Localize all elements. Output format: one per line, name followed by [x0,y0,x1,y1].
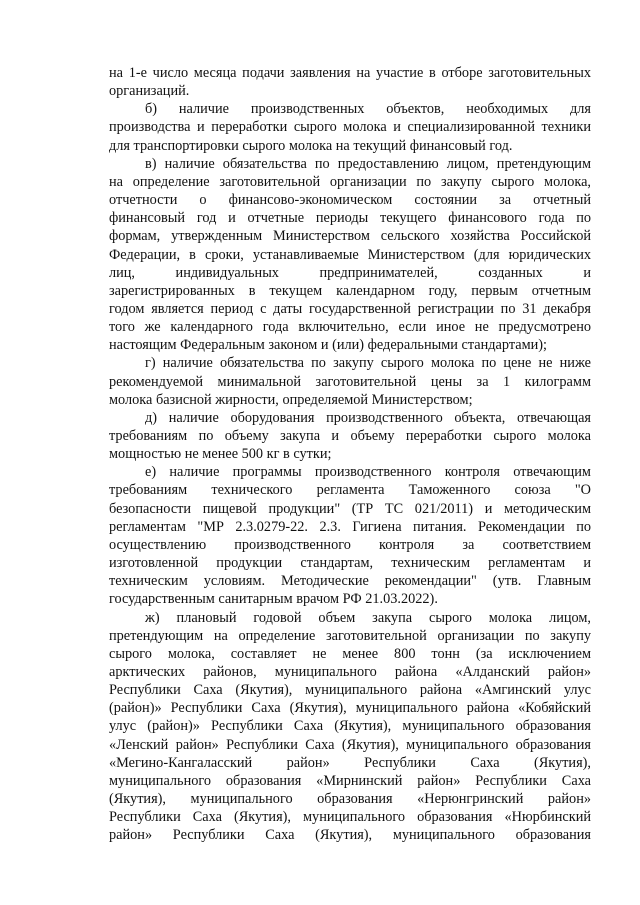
text-line: арктических районов, муниципального района «Алданский район» [109,663,591,680]
text-line: регламентам "МР 2.3.0279-22. 2.3. Гигиена питания. Рекомендации по [109,518,591,535]
text-line: отчетности о финансово-экономическом состоянии за отчетный [109,192,591,209]
text-line: г) наличие обязательства по закупу сырого молока по цене не ниже [145,355,591,372]
text-line: (район)» Республики Саха (Якутия), муниципального района «Кобяйский [109,700,591,717]
text-line: «Ленский район» Республики Саха (Якутия), муниципального образования [109,736,591,753]
text-line: государственным санитарным врачом РФ 21.03.2022). [109,591,438,608]
text-line: для транспортировки сырого молока на текущий финансовый год. [109,137,513,154]
text-line: на определение заготовительной организации по закупу сырого молока, [109,173,591,190]
text-line: безопасности пищевой продукции" (ТР ТС 021/2011) и методическим [109,500,591,517]
text-line: зарегистрированных в текущем календарном году, первым отчетным [109,282,591,299]
text-line: Федерации, в сроки, устанавливаемые Министерством (для юридических [109,246,591,263]
text-line: изготовленной продукции стандартам, техническим регламентам и [109,555,591,572]
text-line: «Мегино-Кангаласский район» Республики Саха (Якутия), [109,754,591,771]
text-line: молока базисной жирности, определяемой Министерством; [109,391,473,408]
text-line: улус (район)» Республики Саха (Якутия), муниципального образования [109,718,591,735]
text-line: ж) плановый годовой объем закупа сырого молока лицом, [145,609,591,626]
text-line: Республики Саха (Якутия), муниципального образования «Нюрбинский [109,809,591,826]
text-line: формам, утвержденным Министерством сельского хозяйства Российской [109,228,591,245]
text-line: производства и переработки сырого молока и специализированной техники [109,119,591,136]
text-line: требованиям по объему закупа и объему переработки сырого молока [109,428,591,444]
text-line: в) наличие обязательства по предоставлению лицом, претендующим [145,155,591,172]
text-line: б) наличие производственных объектов, необходимых для [145,101,591,118]
text-line: Республики Саха (Якутия), муниципального района «Амгинский улус [109,682,591,699]
text-line: техническим условиям. Методические рекомендации" (утв. Главным [109,573,591,590]
text-line: д) наличие оборудования производственного объекта, отвечающая [145,409,591,426]
text-line: мощностью не менее 500 кг в сутки; [109,446,332,463]
text-line: муниципального образования «Мирнинский район» Республики Саха [109,772,591,789]
text-line: финансовый год и отчетные периоды текущего финансового года по [109,210,591,227]
text-line: настоящим Федеральным законом и (или) федеральными стандартами); [109,337,548,354]
text-line: годом является период с даты государственной регистрации по 31 декабря [109,300,591,317]
text-line: осуществлению производственного контроля за соответствием [109,536,591,553]
text-line: район» Республики Саха (Якутия), муниципального образования [109,827,591,844]
text-line: претендующим на определение заготовительной организации по закупу [109,627,591,644]
text-line: сырого молока, составляет не менее 800 тонн (за исключением [109,645,591,662]
text-line: организаций. [109,83,190,100]
text-line: того же календарного года включительно, если иное не предусмотрено [109,319,591,336]
text-line: на 1-е число месяца подачи заявления на участие в отборе заготовительных [109,65,591,81]
text-line: (Якутия), муниципального образования «Нерюнгринский район» [109,791,591,807]
text-line: е) наличие программы производственного контроля отвечающим [145,464,591,481]
text-line: рекомендуемой минимальной заготовительной цены за 1 килограмм [109,373,591,390]
text-line: требованиям технического регламента Таможенного союза "О [109,482,591,499]
text-line: лиц, индивидуальных предпринимателей, созданных и [109,264,591,281]
